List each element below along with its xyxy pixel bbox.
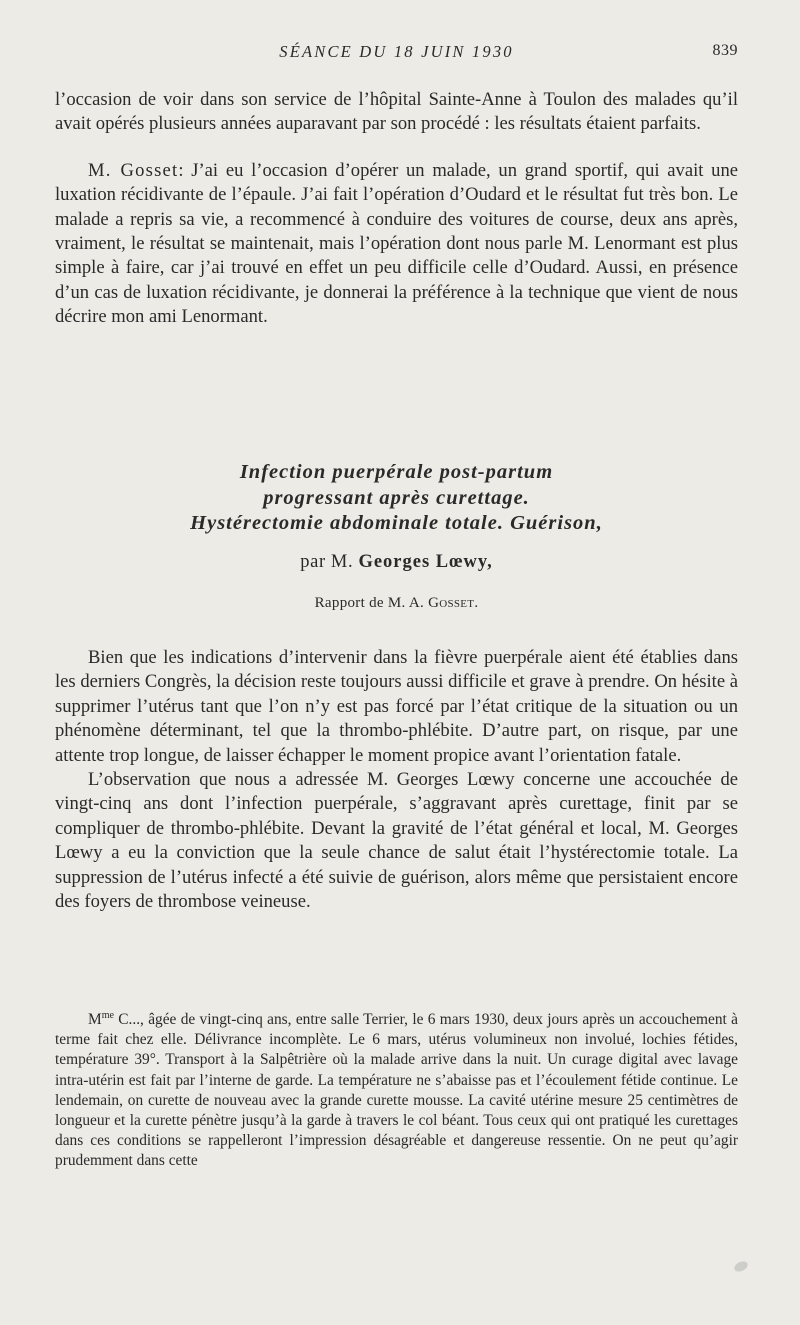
article-author <box>55 552 738 573</box>
report-prefix: Rapport de M. A. <box>314 594 424 611</box>
discussion-text: : J’ai eu l’occasion d’opérer un malade, un grand sportif, qui avait une luxation récidivante de l’épaule. J’ai fait l’opération d’Oudard et le résultat fut très bon. Le malade a repris sa vie, a recommencé à conduire des voitures de course, deux ans après, vraiment, le résultat se maintenait, mais l’opération dont nous parle M. Lenormant est plus simple à faire, car j’ai trouvé en effet un peu difficile celle d’Oudard. Aussi, en présence d’un cas de luxation récidivante, je donnerai la préférence à la technique que vient de nous décrire mon ami Lenormant. <box>55 159 738 328</box>
article-body <box>55 646 738 914</box>
article-title-line-1: Infection puerpérale post-partum <box>239 461 554 483</box>
running-header <box>55 42 738 68</box>
case-report <box>55 1010 738 1172</box>
case-honorific-sup: me <box>101 1009 114 1021</box>
case-honorific: M <box>88 1011 102 1028</box>
article-title-line-2: progressant après curettage. <box>263 486 530 509</box>
article-report-line <box>55 595 738 612</box>
article-heading <box>55 460 738 612</box>
report-name: Gosset. <box>428 594 479 611</box>
page-number: 839 <box>712 42 738 59</box>
article-title-line-3: Hystérectomie abdominale totale. Guérison, <box>190 512 603 534</box>
author-name: Georges Lœwy, <box>358 551 493 572</box>
discussion-paragraph <box>55 159 738 330</box>
article-paragraph-1: Bien que les indications d’intervenir dans la fièvre puerpérale aient été établies dans les derniers Congrès, la décision reste toujours aussi difficile et grave à prendre. On hésite à supprimer l’utérus tant que l’on n’y est pas forcé par l’état critique de la situation ou un phénomène déterminant, tel que la thrombo-phlébite. D’autre part, on risque, par une attente trop longue, de laisser échapper le moment propice avant l’orientation fatale. <box>55 647 738 766</box>
author-prefix: par M. <box>300 551 354 572</box>
running-title: SÉANCE DU 18 JUIN 1930 <box>279 42 514 61</box>
case-text: C..., âgée de vingt-cinq ans, entre salle Terrier, le 6 mars 1930, deux jours après un accouchement à terme fait chez elle. Délivrance incomplète. Le 6 mars, utérus volumineux non involué, lochies fétides, température 39°. Transport à la Salpêtrière où la malade arrive dans la nuit. Un curage digital avec lavage intra-utérin est fait par l’interne de garde. La température ne s’abaisse pas et l’écoulement fétide continue. Le lendemain, on curette de nouveau avec la grande curette mousse. La cavité utérine mesure 25 centimètres de longueur et la curette pénètre jusqu’à la garde à travers le col béant. Tous ceux qui ont pratiqué les curettages dans ces conditions se rappelleront l’impression désagréable et dangereuse ressentie. On ne peut qu’agir prudemment dans cette <box>55 1011 738 1170</box>
case-paragraph <box>55 1010 738 1172</box>
upper-text-block <box>55 88 738 330</box>
paper-smudge <box>733 1259 749 1273</box>
article-paragraph-2: L’observation que nous a adressée M. Georges Lœwy concerne une accouchée de vingt-cinq ans dont l’infection puerpérale, s’aggravant après curettage, finit par se compliquer de thrombo-phlébite. Devant la gravité de l’état général et local, M. Georges Lœwy a eu la conviction que la seule chance de salut était l’hystérectomie totale. La suppression de l’utérus infecté a été suivie de guérison, alors même que persistaient encore des foyers de thrombose veineuse. <box>55 769 738 913</box>
continuation-paragraph: l’occasion de voir dans son service de l’hôpital Sainte-Anne à Toulon des malades qu’il avait opérés plusieurs années auparavant par son procédé : les résultats étaient parfaits. <box>55 89 738 135</box>
speaker-name: M. Gosset <box>88 159 179 181</box>
